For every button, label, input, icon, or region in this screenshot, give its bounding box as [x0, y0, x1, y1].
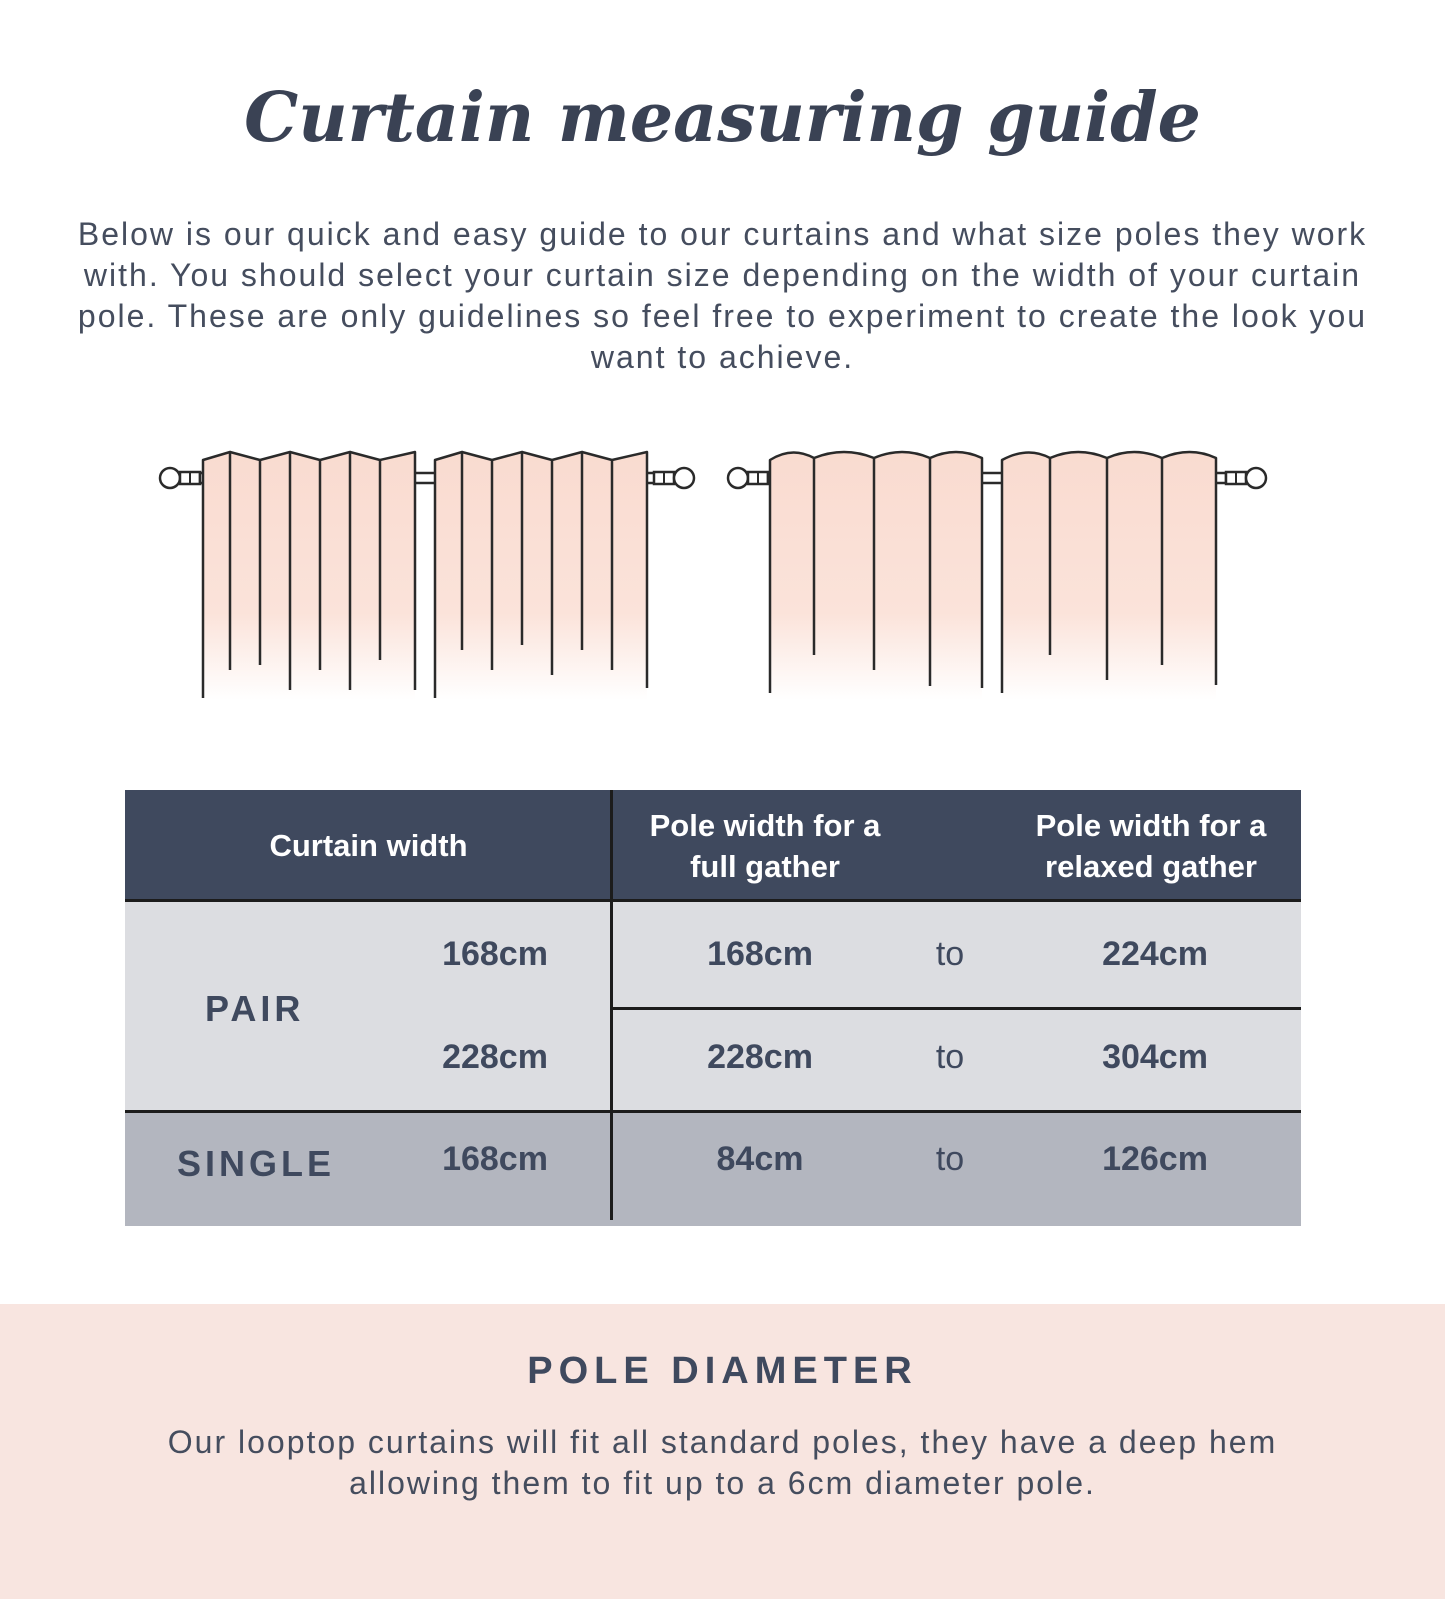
header-relaxed-gather-line1: Pole width for a: [1035, 808, 1267, 843]
wave-curtain-graphic: [728, 452, 1266, 700]
pole-diameter-section: [0, 1304, 1445, 1599]
single-divider: [125, 1110, 1301, 1113]
row1-curtain-width: 168cm: [442, 935, 548, 973]
row3-to: to: [935, 1140, 965, 1178]
pleated-curtain-graphic: [160, 452, 694, 700]
row3-relaxed-gather: 126cm: [1102, 1140, 1208, 1178]
row1-to: to: [935, 935, 965, 973]
pair-label: PAIR: [205, 988, 305, 1029]
single-label: SINGLE: [177, 1143, 336, 1184]
header-full-gather-line1: Pole width for a: [649, 808, 881, 843]
row2-full-gather: 228cm: [707, 1038, 813, 1076]
header-relaxed-gather-line2: relaxed gather: [1045, 849, 1257, 884]
intro-paragraph: Below is our quick and easy guide to our curtains and what size poles they work with. You should select your curtain size depending on the width of your curtain pole. These are only guidelines so feel free to experiment to create the look you want to achieve.: [77, 216, 1368, 375]
row1-relaxed-gather: 224cm: [1102, 935, 1208, 973]
header-curtain-width: Curtain width: [269, 828, 468, 863]
page-title: Curtain measuring guide: [244, 78, 1201, 158]
row3-curtain-width: 168cm: [442, 1140, 548, 1178]
row2-to: to: [935, 1038, 965, 1076]
row3-full-gather: 84cm: [716, 1140, 804, 1178]
row2-curtain-width: 228cm: [442, 1038, 548, 1076]
header-full-gather-line2: full gather: [690, 849, 840, 884]
curtain-illustration: [150, 440, 1295, 720]
pole-diameter-title: POLE DIAMETER: [527, 1350, 918, 1392]
header-divider: [125, 899, 1301, 902]
pole-diameter-text: Our looptop curtains will fit all standard poles, they have a deep hem allowing them to fit up to a 6cm diameter pole.: [167, 1424, 1278, 1501]
pair-row-divider: [612, 1007, 1301, 1010]
row1-full-gather: 168cm: [707, 935, 813, 973]
size-table: [125, 790, 1301, 1226]
row2-relaxed-gather: 304cm: [1102, 1038, 1208, 1076]
